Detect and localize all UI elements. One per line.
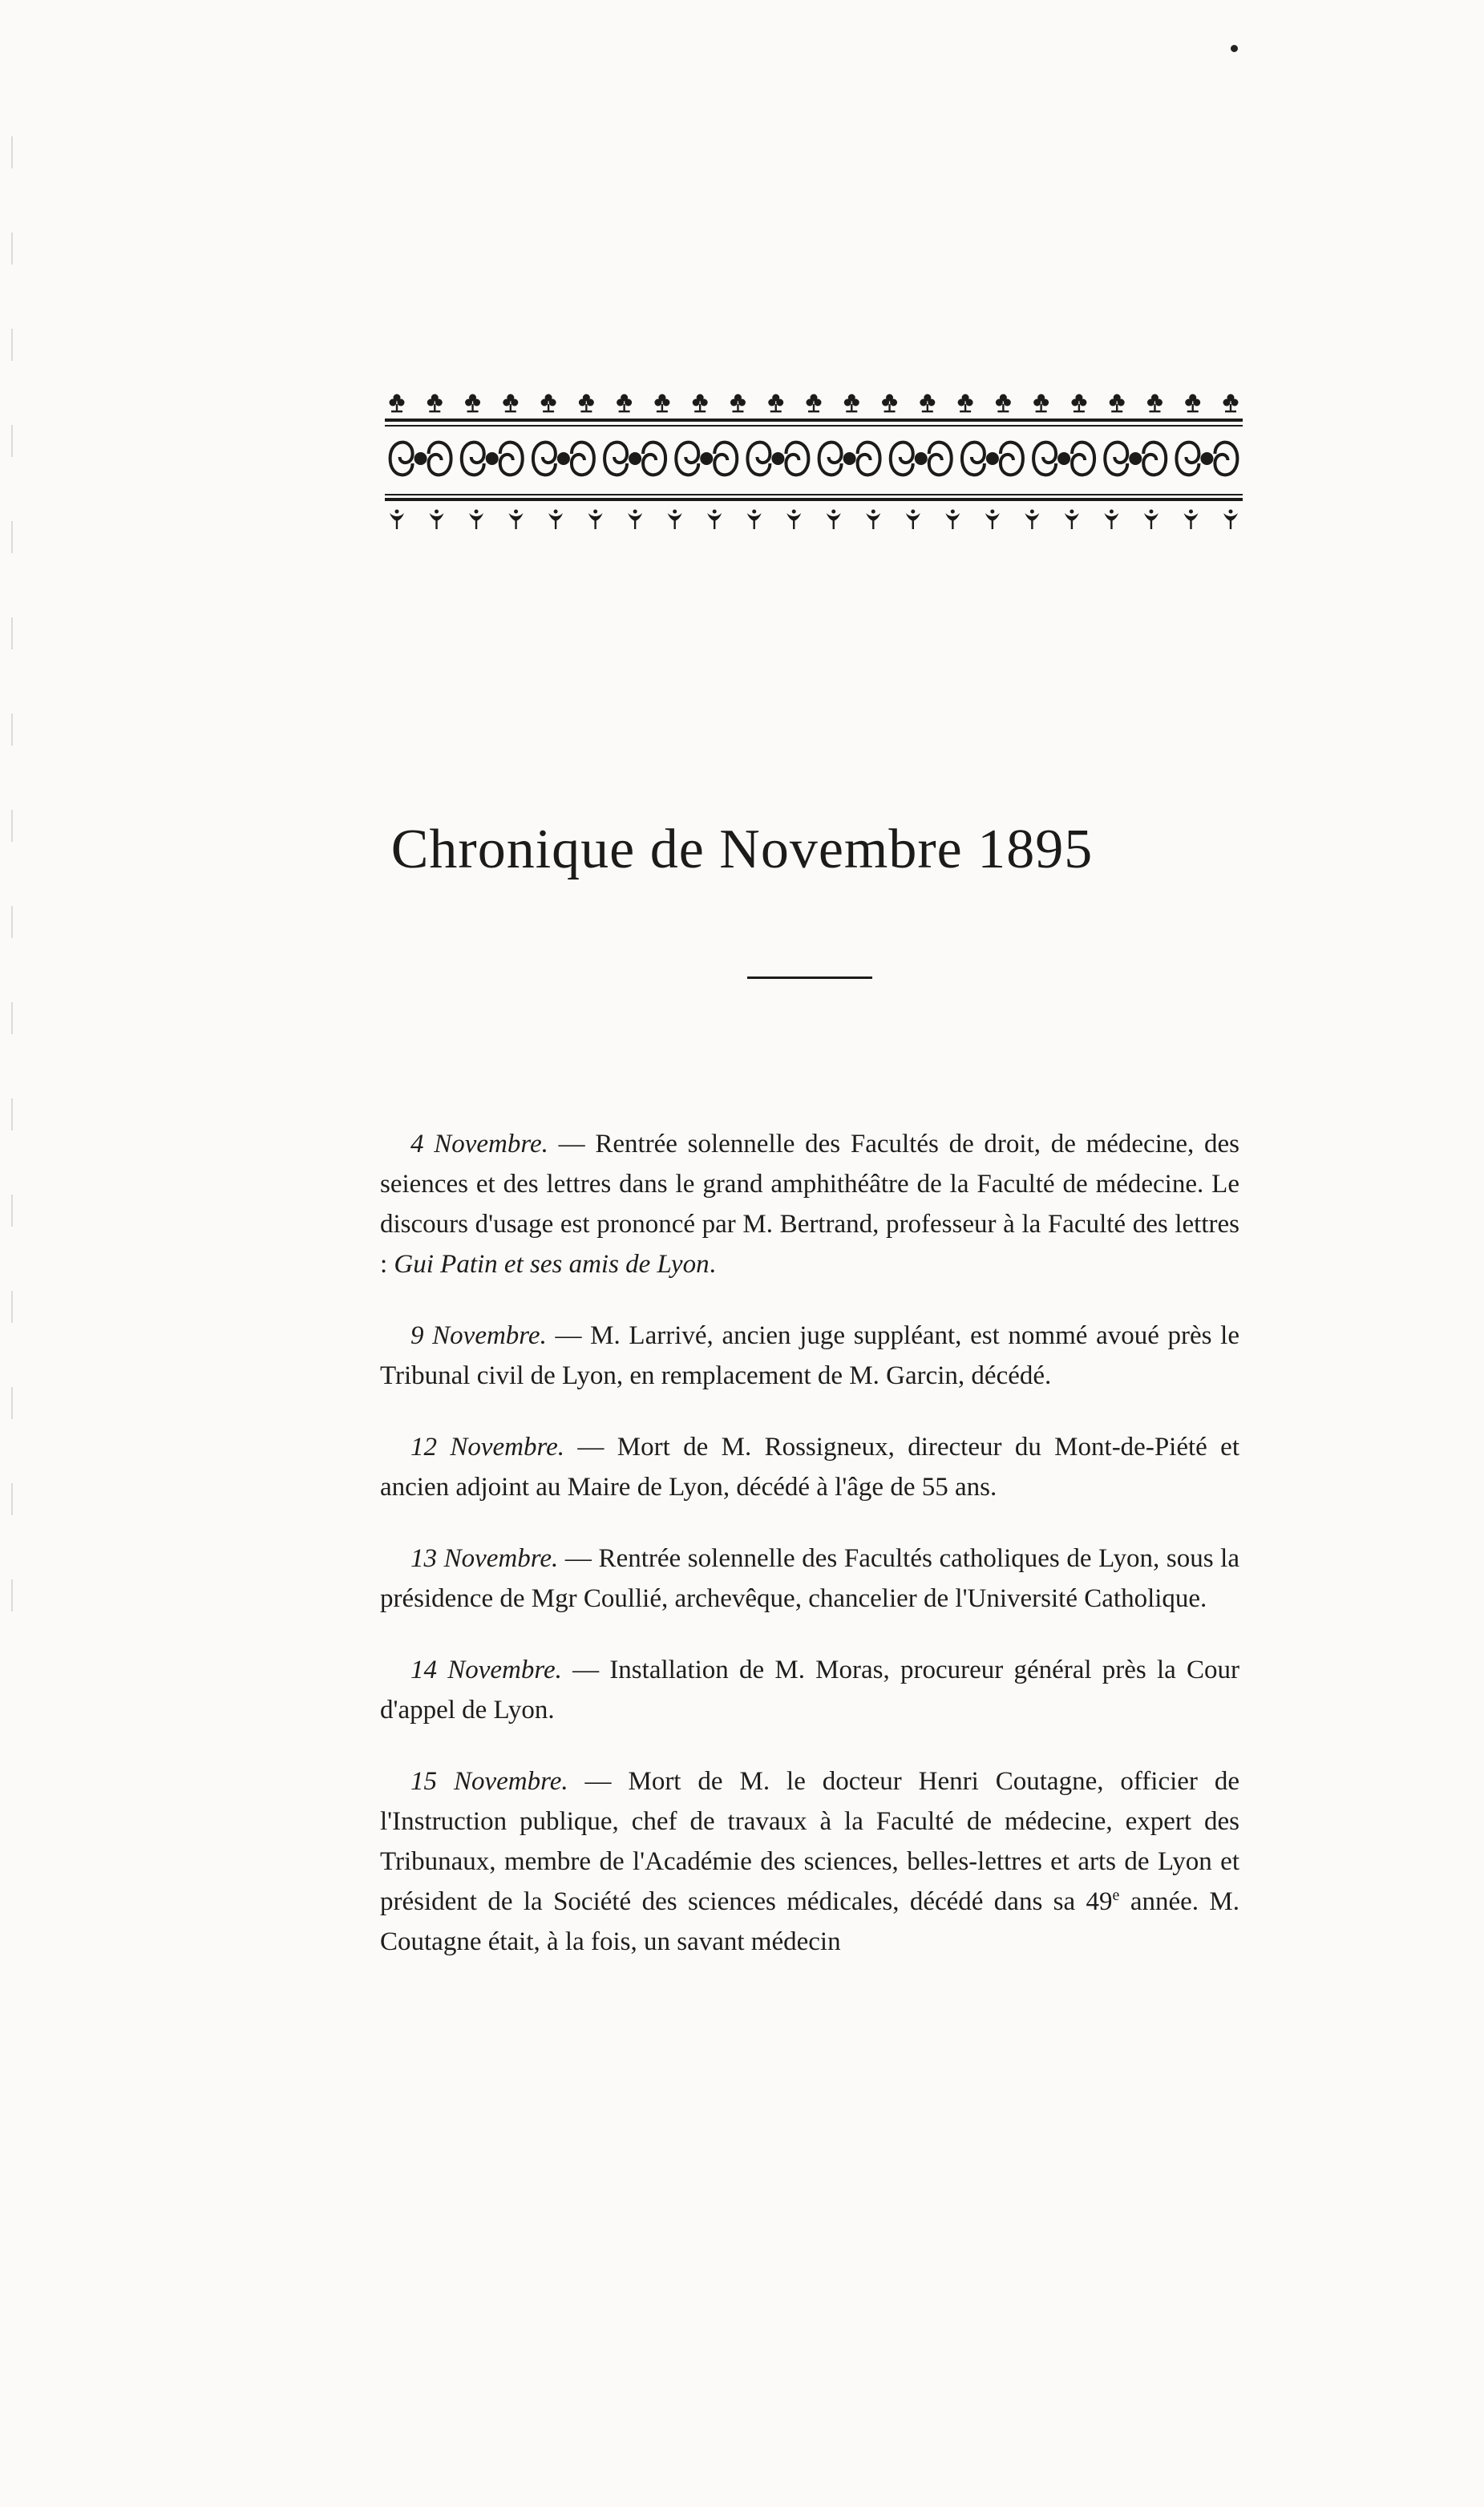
chronicle-entry (380, 1124, 1239, 1284)
entry-date: 12 Novembre. (410, 1433, 565, 1462)
entry-text: — Mort de M. le docteur Henri Coutagne, officier de l'Instruction publique, chef de travaux à la Faculté de médecine, expert des Tribunaux, membre de l'Académie des sciences, belles-lettres et arts de Lyon et président de la Société des sciences médicales, décédé dans sa 49 (380, 1767, 1239, 1916)
entry-text: — M. Larrivé, ancien juge suppléant, est nommé avoué près le Tribunal civil de Lyon, en remplacement de M. Garcin, décédé. (380, 1321, 1239, 1390)
entry-text: — Rentrée solennelle des Facultés de droit, de médecine, des seiences et des lettres dans le grand amphithéâtre de la Faculté de médecine. Le discours d'usage est prononcé par M. Bertrand, professeur à la Faculté des lettres : (380, 1130, 1239, 1279)
trefoil-ornament (882, 394, 897, 413)
trefoil-ornament (730, 394, 746, 413)
entry-date: 4 Novembre. (410, 1130, 548, 1158)
fleuron-ornament (1223, 510, 1238, 530)
chapter-title: Chronique de Novembre 1895 (390, 819, 1094, 880)
entry-text-end: . (709, 1250, 716, 1279)
trefoil-ornament (503, 394, 518, 413)
chronicle-entry (380, 1316, 1239, 1396)
entry-date: 13 Novembre. (410, 1544, 559, 1573)
trefoil-ornament (465, 394, 480, 413)
scroll-ornament (747, 443, 808, 475)
fleuron-ornament (747, 510, 762, 530)
fleuron-ornament (945, 510, 960, 530)
scroll-ornament (462, 443, 523, 475)
entry-text: — Mort de M. Rossigneux, directeur du Mont-de-Piété et ancien adjoint au Maire de Lyon, décédé à l'âge de 55 ans. (380, 1433, 1239, 1502)
ornamental-header-band (385, 385, 1243, 545)
scroll-ornament (819, 443, 880, 475)
ornament-rule (385, 498, 1243, 501)
entry-text: — Installation de M. Moras, procureur général près la Cour d'appel de Lyon. (380, 1656, 1239, 1725)
trefoil-ornament (1223, 394, 1239, 413)
scroll-ornament (676, 443, 737, 475)
trefoil-ornament (768, 394, 783, 413)
ornament-rule (385, 419, 1243, 422)
entry-text-end: année. M. Coutagne était, à la fois, un savant médecin (380, 1887, 1239, 1956)
scroll-ornament (1105, 443, 1166, 475)
fleuron-ornament (786, 510, 801, 530)
trefoil-ornament (807, 394, 822, 413)
ink-dot (1231, 45, 1238, 52)
chronicle-entry (380, 1650, 1239, 1730)
trefoil-ornament (617, 394, 632, 413)
fleuron-ornament (469, 510, 483, 530)
ordinal-superscript: e (1112, 1886, 1120, 1904)
chronicle-entry (380, 1761, 1239, 1962)
fleuron-ornament (628, 510, 642, 530)
trefoil-ornament (390, 394, 405, 413)
trefoil-ornament (1071, 394, 1086, 413)
fleuron-ornament (588, 510, 603, 530)
trefoil-ornament (996, 394, 1011, 413)
trefoil-ornament (1185, 394, 1200, 413)
fleuron-ornament (866, 510, 880, 530)
ornament-rule (385, 425, 1243, 427)
fleuron-ornament (1025, 510, 1039, 530)
fleuron-ornament (1104, 510, 1118, 530)
fleuron-ornament (390, 510, 404, 530)
scroll-ornament (533, 443, 594, 475)
entry-work-title: Gui Patin et ses amis de Lyon (394, 1250, 710, 1279)
trefoil-ornament (579, 394, 594, 413)
scroll-ornament (605, 443, 665, 475)
chronicle-entries (380, 1124, 1239, 1993)
fleuron-ornament (430, 510, 444, 530)
trefoil-ornament (920, 394, 935, 413)
entry-text: — Rentrée solennelle des Facultés catholiques de Lyon, sous la présidence de Mgr Coullié, archevêque, chancelier de l'Université Catholique. (380, 1544, 1240, 1613)
trefoil-ornament (693, 394, 708, 413)
fleuron-ornament (668, 510, 682, 530)
scroll-ornament (1176, 443, 1237, 475)
scroll-ornament (891, 443, 952, 475)
trefoil-ornament (958, 394, 973, 413)
fleuron-ornament (1144, 510, 1158, 530)
chronicle-entry (380, 1427, 1239, 1507)
fleuron-ornament (707, 510, 722, 530)
trefoil-ornament (1033, 394, 1049, 413)
trefoil-ornament (654, 394, 669, 413)
trefoil-ornament (1147, 394, 1163, 413)
fleuron-ornament (906, 510, 920, 530)
entry-date: 9 Novembre. (410, 1321, 547, 1350)
ornament-rule (385, 494, 1243, 495)
fleuron-ornament (548, 510, 563, 530)
fleuron-ornament (1183, 510, 1198, 530)
scroll-ornament (1033, 443, 1094, 475)
scroll-ornament (390, 443, 451, 475)
entry-date: 15 Novembre. (410, 1767, 568, 1796)
scroll-ornament (962, 443, 1023, 475)
scan-edge-artifact (11, 136, 13, 1660)
entry-date: 14 Novembre. (410, 1656, 562, 1684)
trefoil-ornament (541, 394, 556, 413)
trefoil-ornament (1110, 394, 1125, 413)
title-rule (747, 977, 872, 979)
fleuron-ornament (985, 510, 1000, 530)
fleuron-ornament (509, 510, 524, 530)
chronicle-entry (380, 1539, 1239, 1619)
fleuron-ornament (1065, 510, 1079, 530)
fleuron-ornament (827, 510, 841, 530)
trefoil-ornament (427, 394, 443, 413)
trefoil-ornament (844, 394, 859, 413)
ornament-graphic (385, 385, 1243, 545)
